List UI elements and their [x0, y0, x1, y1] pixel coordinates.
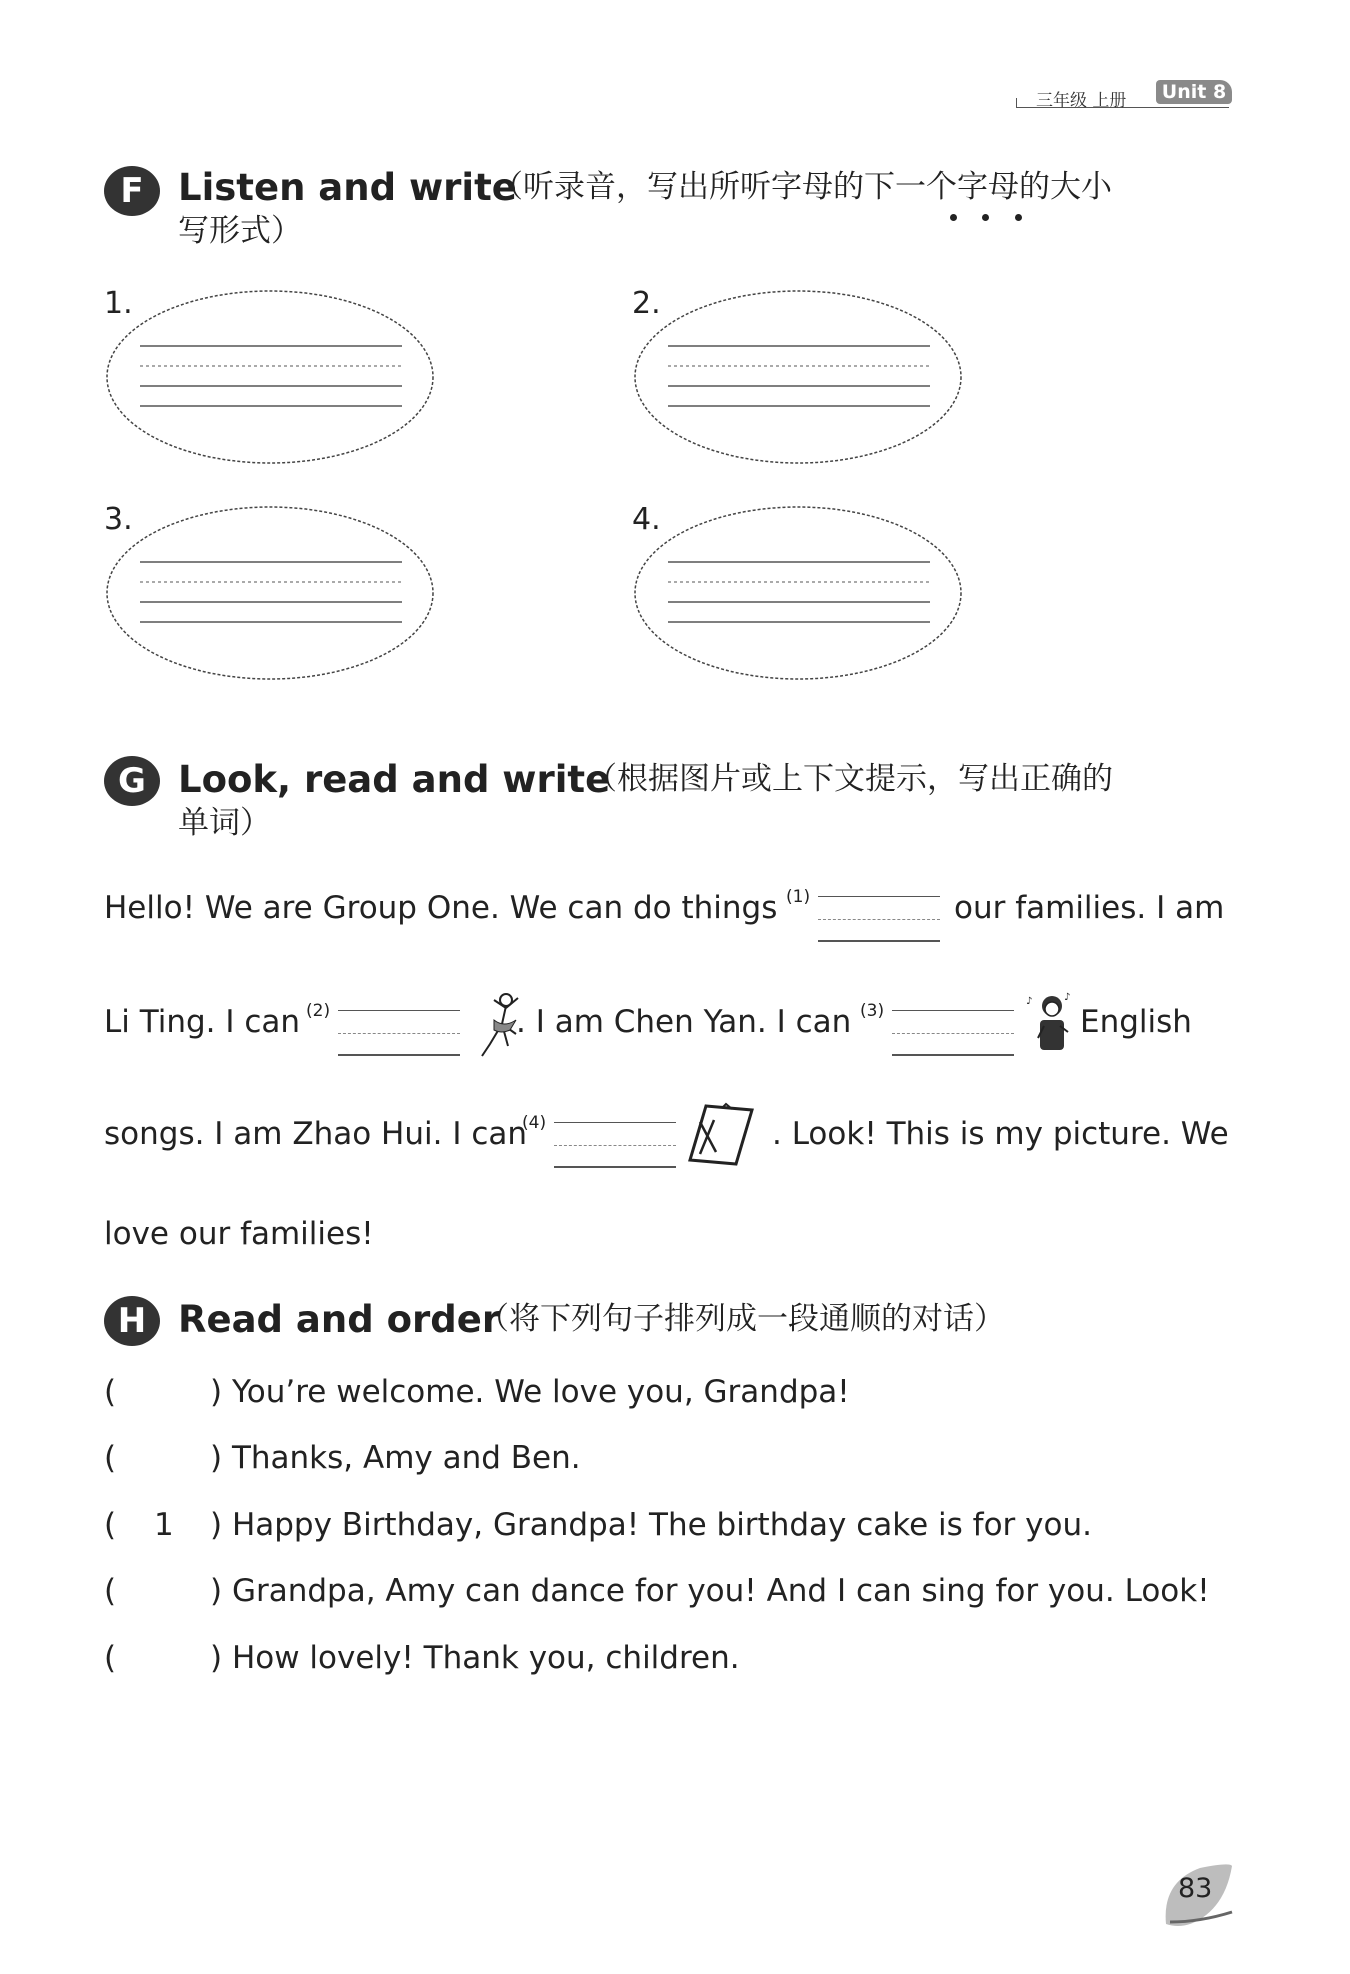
dialogue-line: ) You’re welcome. We love you, Grandpa! — [210, 1374, 850, 1410]
singing-boy-icon — [1024, 990, 1074, 1060]
blank-marker: (4) — [522, 1113, 547, 1133]
item-number: 2. — [632, 286, 661, 321]
section-h-title: Read and order — [178, 1298, 501, 1341]
open-paren: ( — [104, 1507, 117, 1543]
emphasis-dot — [982, 214, 989, 221]
section-h-badge: H — [104, 1296, 160, 1346]
passage-line-3b: . Look! This is my picture. We — [772, 1116, 1229, 1152]
section-f-title: Listen and write — [178, 166, 517, 209]
section-f-instruction-line1: （听录音，写出所听字母的下一个字母的大小 — [492, 169, 1112, 205]
passage-line-2a: Li Ting. I can — [104, 1004, 301, 1040]
section-g-title: Look, read and write — [178, 758, 611, 801]
open-paren: ( — [104, 1374, 117, 1410]
open-paren: ( — [104, 1640, 117, 1676]
item-number: 3. — [104, 502, 133, 537]
answer-oval-2[interactable] — [628, 284, 968, 474]
emphasis-dot — [950, 214, 957, 221]
dialogue-line: ) Happy Birthday, Grandpa! The birthday cake is for you. — [210, 1507, 1092, 1543]
blank-marker: (2) — [306, 1001, 331, 1021]
blank-2-input[interactable] — [338, 990, 460, 1056]
blank-1-input[interactable] — [818, 876, 940, 942]
passage-line-2b: . I am Chen Yan. I can — [516, 1004, 852, 1040]
dialogue-line: ) How lovely! Thank you, children. — [210, 1640, 740, 1676]
open-paren: ( — [104, 1440, 117, 1476]
passage-line-4: love our families! — [104, 1216, 374, 1252]
dialogue-line: ) Grandpa, Amy can dance for you! And I can sing for you. Look! — [210, 1573, 1210, 1609]
section-f-instruction-line2: 写形式） — [178, 213, 302, 249]
item-number: 4. — [632, 502, 661, 537]
blank-4-input[interactable] — [554, 1102, 676, 1168]
section-f-badge: F — [104, 166, 160, 216]
svg-text:♪: ♪ — [1026, 996, 1033, 1007]
order-answer-input[interactable]: 1 — [154, 1507, 174, 1543]
answer-oval-1[interactable] — [100, 284, 440, 474]
passage-line-1b: our families. I am — [954, 890, 1225, 926]
page-number: 83 — [1178, 1873, 1213, 1904]
passage-line-3a: songs. I am Zhao Hui. I can — [104, 1116, 528, 1152]
passage-line-1a: Hello! We are Group One. We can do things — [104, 890, 778, 926]
section-g-badge: G — [104, 756, 160, 806]
grade-label: 三年级 上册 — [1036, 91, 1127, 111]
blank-3-input[interactable] — [892, 990, 1014, 1056]
item-number: 1. — [104, 286, 133, 321]
blank-marker: (1) — [786, 887, 811, 907]
section-h-instruction: （将下列句子排列成一段通顺的对话） — [478, 1301, 1005, 1337]
answer-oval-3[interactable] — [100, 500, 440, 690]
svg-text:♪: ♪ — [1064, 992, 1071, 1003]
dialogue-line: ) Thanks, Amy and Ben. — [210, 1440, 581, 1476]
section-g-instruction-line2: 单词） — [178, 805, 271, 841]
section-g-instruction-line1: （根据图片或上下文提示，写出正确的 — [586, 761, 1113, 797]
blank-marker: (3) — [860, 1001, 885, 1021]
open-paren: ( — [104, 1573, 117, 1609]
answer-oval-4[interactable] — [628, 500, 968, 690]
emphasis-dot — [1015, 214, 1022, 221]
passage-line-2c: English — [1080, 1004, 1192, 1040]
drawing-board-icon — [686, 1100, 756, 1170]
unit-tab: Unit 8 — [1156, 80, 1232, 104]
